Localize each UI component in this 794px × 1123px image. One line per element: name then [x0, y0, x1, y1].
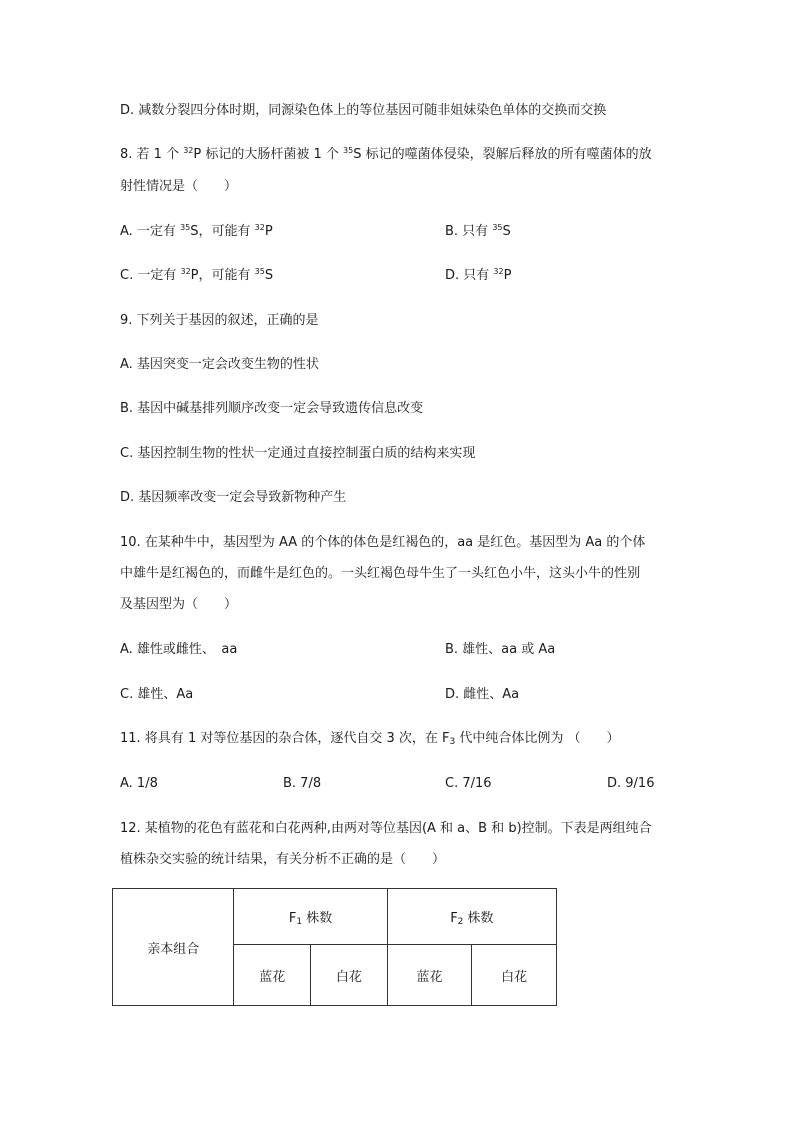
q10-option-c[interactable]: C. 雄性、Aa [120, 687, 194, 702]
q10-option-b[interactable]: B. 雄性、aa 或 Aa [445, 642, 556, 657]
q11-option-b[interactable]: B. 7/8 [283, 776, 322, 791]
q9-stem: 9. 下列关于基因的叙述，正确的是 [120, 313, 319, 328]
q11-option-a[interactable]: A. 1/8 [120, 776, 158, 791]
q10-option-a[interactable]: A. 雄性或雌性、 aa [120, 642, 238, 657]
table-header-f2-white: 白花 [472, 945, 557, 1006]
q10-stem-line2: 中雄牛是红褐色的，而雌牛是红色的。一头红褐色母牛生了一头红色小牛，这头小牛的性别 [120, 566, 641, 581]
q11-stem: 11. 将具有 1 对等位基因的杂合体，逐代自交 3 次，在 $F_3$ 代中纯合体比例为 （ ） [120, 731, 620, 747]
q9-option-b[interactable]: B. 基因中碱基排列顺序改变一定会导致遗传信息改变 [120, 401, 424, 416]
q10-option-d[interactable]: D. 雌性、Aa [445, 687, 520, 702]
table-header-f1-blue: 蓝花 [234, 945, 311, 1006]
table-header-parent: 亲本组合 [113, 889, 234, 1006]
q8-option-a[interactable]: A. 一定有 $^{35}$S，可能有 $^{32}$P [120, 223, 273, 239]
q9-option-d[interactable]: D. 基因频率改变一定会导致新物种产生 [120, 490, 347, 505]
table-header-f1-white: 白花 [311, 945, 388, 1006]
table-header-f1: $F_1$ 株数 [234, 889, 387, 945]
experiment-table [112, 888, 557, 1006]
q8-stem-line2: 射性情况是（ ） [120, 179, 238, 194]
table-header-f2: $F_2$ 株数 [387, 889, 556, 945]
q10-stem-line3: 及基因型为（ ） [120, 597, 238, 612]
q11-option-d[interactable]: D. 9/16 [607, 776, 655, 791]
q12-stem-line2: 植株杂交实验的统计结果，有关分析不正确的是（ ） [120, 852, 446, 867]
q9-option-a[interactable]: A. 基因突变一定会改变生物的性状 [120, 357, 319, 372]
q9-option-c[interactable]: C. 基因控制生物的性状一定通过直接控制蛋白质的结构来实现 [120, 446, 476, 461]
q12-stem-line1: 12. 某植物的花色有蓝花和白花两种,由两对等位基因(A 和 a、B 和 b)控制。下表是两组纯合 [120, 821, 652, 836]
q10-stem-line1: 10. 在某种牛中，基因型为 AA 的个体的体色是红褐色的，aa 是红色。基因型为 Aa 的个体 [120, 535, 646, 550]
table-header-f2-blue: 蓝花 [387, 945, 472, 1006]
q11-option-c[interactable]: C. 7/16 [445, 776, 492, 791]
q7-option-d: D. 减数分裂四分体时期，同源染色体上的等位基因可随非姐妹染色单体的交换而交换 [120, 103, 607, 118]
q8-option-b[interactable]: B. 只有 $^{35}$S [445, 223, 511, 239]
q8-stem-line1: 8. 若 1 个 $^{32}$P 标记的大肠杆菌被 1 个 $^{35}$S 标记的噬菌体侵染，裂解后释放的所有噬菌体的放 [120, 146, 652, 162]
q8-option-c[interactable]: C. 一定有 $^{32}$P，可能有 $^{35}$S [120, 267, 274, 283]
q8-option-d[interactable]: D. 只有 $^{32}$P [445, 267, 512, 283]
